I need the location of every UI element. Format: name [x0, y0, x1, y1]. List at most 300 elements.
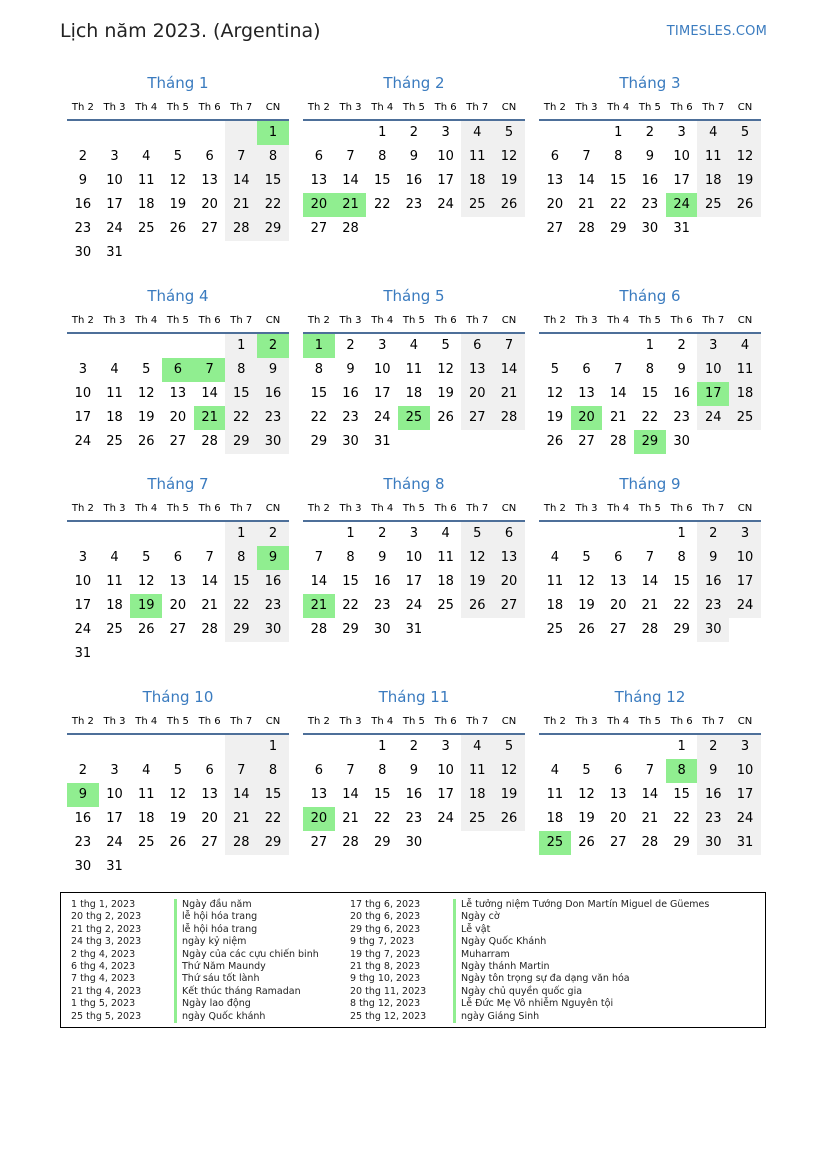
day-cell[interactable]: 3: [110, 149, 119, 164]
day-cell[interactable]: 17: [373, 386, 391, 401]
day-cell[interactable]: 28: [342, 835, 359, 850]
day-cell[interactable]: 24: [74, 622, 92, 637]
day-cell[interactable]: 19: [578, 598, 595, 613]
day-cell[interactable]: 16: [74, 197, 92, 212]
day-cell[interactable]: 8: [666, 759, 698, 783]
day-cell[interactable]: 18: [405, 386, 423, 401]
day-cell[interactable]: 19: [169, 197, 187, 212]
day-cell[interactable]: 22: [373, 197, 391, 212]
day-cell[interactable]: 12: [493, 759, 525, 783]
day-cell[interactable]: 25: [437, 598, 454, 613]
day-cell[interactable]: 28: [225, 217, 257, 241]
day-cell[interactable]: 19: [493, 783, 525, 807]
day-cell[interactable]: 28: [342, 221, 359, 236]
day-cell[interactable]: 7: [225, 145, 257, 169]
day-cell[interactable]: 30: [74, 859, 92, 874]
day-cell[interactable]: 22: [310, 410, 328, 425]
day-cell[interactable]: 6: [314, 763, 323, 778]
day-cell[interactable]: 2: [346, 338, 355, 353]
day-cell[interactable]: 21: [641, 811, 659, 826]
day-cell[interactable]: 23: [373, 598, 391, 613]
day-cell[interactable]: 14: [493, 358, 525, 382]
day-cell[interactable]: 31: [729, 831, 761, 855]
day-cell[interactable]: 11: [137, 173, 155, 188]
day-cell[interactable]: 24: [729, 594, 761, 618]
day-cell[interactable]: 4: [409, 338, 419, 353]
day-cell[interactable]: 10: [673, 149, 690, 164]
day-cell[interactable]: 2: [78, 763, 87, 778]
day-cell[interactable]: 28: [225, 831, 257, 855]
day-cell[interactable]: 22: [641, 410, 659, 425]
day-cell[interactable]: 11: [546, 574, 564, 589]
day-cell[interactable]: 19: [437, 386, 454, 401]
day-cell[interactable]: 6: [582, 362, 591, 377]
day-cell[interactable]: 4: [461, 735, 493, 759]
day-cell[interactable]: 14: [225, 169, 257, 193]
day-cell[interactable]: 25: [461, 193, 493, 217]
day-cell[interactable]: 28: [609, 434, 627, 449]
day-cell[interactable]: 13: [310, 173, 328, 188]
day-cell[interactable]: 5: [582, 763, 591, 778]
day-cell[interactable]: 23: [74, 835, 92, 850]
day-cell[interactable]: 8: [257, 759, 289, 783]
day-cell[interactable]: 30: [641, 221, 659, 236]
day-cell[interactable]: 22: [225, 406, 257, 430]
day-cell[interactable]: 16: [257, 570, 289, 594]
day-cell[interactable]: 18: [106, 410, 123, 425]
day-cell[interactable]: 29: [225, 618, 257, 642]
day-cell[interactable]: 6: [614, 550, 623, 565]
day-cell[interactable]: 17: [106, 811, 123, 826]
day-cell[interactable]: 1: [378, 125, 387, 140]
day-cell[interactable]: 22: [673, 811, 690, 826]
day-cell[interactable]: 5: [582, 550, 591, 565]
day-cell[interactable]: 9: [346, 362, 355, 377]
day-cell[interactable]: 10: [697, 358, 729, 382]
day-cell[interactable]: 8: [645, 362, 655, 377]
day-cell[interactable]: 20: [609, 811, 627, 826]
day-cell[interactable]: 9: [257, 546, 289, 570]
day-cell[interactable]: 28: [201, 434, 218, 449]
day-cell[interactable]: 21: [493, 382, 525, 406]
day-cell[interactable]: 22: [373, 811, 391, 826]
day-cell[interactable]: 28: [201, 622, 218, 637]
day-cell[interactable]: 12: [461, 546, 493, 570]
day-cell[interactable]: 23: [697, 594, 729, 618]
day-cell[interactable]: 4: [441, 526, 450, 541]
day-cell[interactable]: 24: [373, 410, 391, 425]
day-cell[interactable]: 27: [310, 221, 328, 236]
day-cell[interactable]: 27: [310, 835, 328, 850]
day-cell[interactable]: 20: [546, 197, 564, 212]
day-cell[interactable]: 12: [169, 787, 187, 802]
day-cell[interactable]: 1: [346, 526, 355, 541]
day-cell[interactable]: 2: [697, 735, 729, 759]
day-cell[interactable]: 10: [437, 149, 454, 164]
day-cell[interactable]: 1: [645, 338, 655, 353]
day-cell[interactable]: 6: [162, 358, 194, 382]
day-cell[interactable]: 3: [677, 125, 686, 140]
day-cell[interactable]: 20: [169, 598, 187, 613]
day-cell[interactable]: 18: [546, 598, 564, 613]
day-cell[interactable]: 4: [110, 550, 119, 565]
day-cell[interactable]: 13: [609, 787, 627, 802]
day-cell[interactable]: 19: [493, 169, 525, 193]
day-cell[interactable]: 15: [641, 386, 659, 401]
day-cell[interactable]: 9: [378, 550, 387, 565]
day-cell[interactable]: 13: [201, 787, 218, 802]
day-cell[interactable]: 13: [546, 173, 564, 188]
day-cell[interactable]: 23: [342, 410, 359, 425]
day-cell[interactable]: 10: [729, 546, 761, 570]
day-cell[interactable]: 4: [461, 121, 493, 145]
day-cell[interactable]: 28: [310, 622, 328, 637]
day-cell[interactable]: 30: [405, 835, 423, 850]
day-cell[interactable]: 1: [303, 334, 335, 358]
day-cell[interactable]: 28: [641, 622, 659, 637]
day-cell[interactable]: 8: [257, 145, 289, 169]
day-cell[interactable]: 26: [169, 835, 187, 850]
day-cell[interactable]: 23: [697, 807, 729, 831]
day-cell[interactable]: 9: [257, 358, 289, 382]
day-cell[interactable]: 4: [697, 121, 729, 145]
day-cell[interactable]: 30: [342, 434, 359, 449]
day-cell[interactable]: 9: [409, 149, 419, 164]
day-cell[interactable]: 12: [137, 386, 155, 401]
day-cell[interactable]: 22: [342, 598, 359, 613]
day-cell[interactable]: 23: [257, 406, 289, 430]
day-cell[interactable]: 11: [137, 787, 155, 802]
day-cell[interactable]: 27: [493, 594, 525, 618]
day-cell[interactable]: 26: [461, 594, 493, 618]
day-cell[interactable]: 16: [697, 783, 729, 807]
day-cell[interactable]: 30: [74, 245, 92, 260]
day-cell[interactable]: 3: [729, 735, 761, 759]
day-cell[interactable]: 8: [378, 763, 387, 778]
day-cell[interactable]: 22: [673, 598, 690, 613]
day-cell[interactable]: 1: [225, 522, 257, 546]
day-cell[interactable]: 26: [546, 434, 564, 449]
day-cell[interactable]: 8: [378, 149, 387, 164]
day-cell[interactable]: 12: [578, 787, 595, 802]
day-cell[interactable]: 28: [578, 221, 595, 236]
day-cell[interactable]: 6: [314, 149, 323, 164]
day-cell[interactable]: 25: [398, 406, 430, 430]
day-cell[interactable]: 22: [257, 193, 289, 217]
day-cell[interactable]: 15: [342, 574, 359, 589]
day-cell[interactable]: 30: [257, 430, 289, 454]
day-cell[interactable]: 25: [106, 434, 123, 449]
day-cell[interactable]: 23: [641, 197, 659, 212]
day-cell[interactable]: 4: [110, 362, 119, 377]
day-cell[interactable]: 2: [78, 149, 87, 164]
day-cell[interactable]: 5: [729, 121, 761, 145]
day-cell[interactable]: 17: [437, 173, 454, 188]
day-cell[interactable]: 12: [578, 574, 595, 589]
day-cell[interactable]: 16: [342, 386, 359, 401]
day-cell[interactable]: 18: [546, 811, 564, 826]
day-cell[interactable]: 26: [578, 622, 595, 637]
day-cell[interactable]: 24: [666, 193, 698, 217]
day-cell[interactable]: 14: [342, 787, 359, 802]
day-cell[interactable]: 3: [110, 763, 119, 778]
day-cell[interactable]: 17: [729, 783, 761, 807]
day-cell[interactable]: 29: [373, 835, 391, 850]
day-cell[interactable]: 16: [74, 811, 92, 826]
day-cell[interactable]: 6: [205, 763, 214, 778]
day-cell[interactable]: 30: [257, 618, 289, 642]
day-cell[interactable]: 25: [106, 622, 123, 637]
day-cell[interactable]: 23: [74, 221, 92, 236]
day-cell[interactable]: 23: [673, 410, 690, 425]
day-cell[interactable]: 4: [729, 334, 761, 358]
day-cell[interactable]: 1: [257, 735, 289, 759]
day-cell[interactable]: 21: [225, 807, 257, 831]
day-cell[interactable]: 31: [373, 434, 391, 449]
day-cell[interactable]: 18: [697, 169, 729, 193]
day-cell[interactable]: 12: [729, 145, 761, 169]
day-cell[interactable]: 16: [673, 386, 690, 401]
day-cell[interactable]: 21: [201, 598, 218, 613]
day-cell[interactable]: 27: [546, 221, 564, 236]
day-cell[interactable]: 10: [405, 550, 423, 565]
day-cell[interactable]: 13: [493, 546, 525, 570]
day-cell[interactable]: 30: [673, 434, 690, 449]
day-cell[interactable]: 10: [373, 362, 391, 377]
day-cell[interactable]: 10: [74, 386, 92, 401]
day-cell[interactable]: 29: [257, 217, 289, 241]
day-cell[interactable]: 14: [578, 173, 595, 188]
day-cell[interactable]: 6: [205, 149, 214, 164]
day-cell[interactable]: 27: [609, 622, 627, 637]
day-cell[interactable]: 7: [493, 334, 525, 358]
day-cell[interactable]: 14: [609, 386, 627, 401]
day-cell[interactable]: 29: [634, 430, 666, 454]
day-cell[interactable]: 4: [550, 763, 559, 778]
day-cell[interactable]: 24: [106, 835, 123, 850]
day-cell[interactable]: 1: [614, 125, 623, 140]
day-cell[interactable]: 5: [441, 338, 450, 353]
day-cell[interactable]: 4: [142, 763, 151, 778]
day-cell[interactable]: 27: [201, 221, 218, 236]
day-cell[interactable]: 15: [257, 783, 289, 807]
day-cell[interactable]: 25: [539, 831, 571, 855]
day-cell[interactable]: 30: [697, 618, 729, 642]
day-cell[interactable]: 20: [169, 410, 187, 425]
day-cell[interactable]: 24: [405, 598, 423, 613]
day-cell[interactable]: 5: [142, 550, 151, 565]
day-cell[interactable]: 5: [173, 763, 183, 778]
day-cell[interactable]: 4: [142, 149, 151, 164]
day-cell[interactable]: 21: [609, 410, 627, 425]
day-cell[interactable]: 10: [437, 763, 454, 778]
day-cell[interactable]: 3: [378, 338, 387, 353]
day-cell[interactable]: 15: [225, 382, 257, 406]
day-cell[interactable]: 10: [74, 574, 92, 589]
day-cell[interactable]: 22: [225, 594, 257, 618]
day-cell[interactable]: 2: [697, 522, 729, 546]
day-cell[interactable]: 26: [578, 835, 595, 850]
day-cell[interactable]: 23: [257, 594, 289, 618]
day-cell[interactable]: 27: [609, 835, 627, 850]
day-cell[interactable]: 22: [257, 807, 289, 831]
day-cell[interactable]: 18: [137, 197, 155, 212]
day-cell[interactable]: 7: [582, 149, 591, 164]
day-cell[interactable]: 31: [673, 221, 690, 236]
day-cell[interactable]: 14: [201, 386, 218, 401]
day-cell[interactable]: 10: [106, 173, 123, 188]
day-cell[interactable]: 3: [78, 550, 87, 565]
day-cell[interactable]: 14: [641, 574, 659, 589]
day-cell[interactable]: 12: [437, 362, 454, 377]
day-cell[interactable]: 20: [303, 193, 335, 217]
day-cell[interactable]: 24: [437, 197, 454, 212]
day-cell[interactable]: 22: [609, 197, 627, 212]
day-cell[interactable]: 13: [169, 574, 187, 589]
day-cell[interactable]: 7: [645, 550, 655, 565]
day-cell[interactable]: 12: [169, 173, 187, 188]
day-cell[interactable]: 23: [405, 197, 423, 212]
day-cell[interactable]: 4: [550, 550, 559, 565]
day-cell[interactable]: 1: [257, 121, 289, 145]
day-cell[interactable]: 25: [697, 193, 729, 217]
day-cell[interactable]: 2: [409, 739, 419, 754]
day-cell[interactable]: 17: [405, 574, 423, 589]
day-cell[interactable]: 15: [673, 574, 690, 589]
day-cell[interactable]: 21: [194, 406, 226, 430]
day-cell[interactable]: 8: [314, 362, 323, 377]
day-cell[interactable]: 2: [645, 125, 655, 140]
day-cell[interactable]: 11: [461, 759, 493, 783]
day-cell[interactable]: 12: [137, 574, 155, 589]
day-cell[interactable]: 31: [405, 622, 423, 637]
day-cell[interactable]: 27: [461, 406, 493, 430]
day-cell[interactable]: 2: [257, 334, 289, 358]
day-cell[interactable]: 24: [106, 221, 123, 236]
day-cell[interactable]: 18: [437, 574, 454, 589]
day-cell[interactable]: 17: [106, 197, 123, 212]
day-cell[interactable]: 25: [546, 622, 564, 637]
day-cell[interactable]: 26: [493, 807, 525, 831]
day-cell[interactable]: 8: [225, 546, 257, 570]
day-cell[interactable]: 27: [169, 622, 187, 637]
day-cell[interactable]: 9: [78, 173, 87, 188]
day-cell[interactable]: 2: [378, 526, 387, 541]
day-cell[interactable]: 9: [677, 362, 686, 377]
day-cell[interactable]: 21: [578, 197, 595, 212]
day-cell[interactable]: 28: [493, 406, 525, 430]
day-cell[interactable]: 14: [641, 787, 659, 802]
day-cell[interactable]: 3: [729, 522, 761, 546]
day-cell[interactable]: 9: [409, 763, 419, 778]
day-cell[interactable]: 27: [201, 835, 218, 850]
day-cell[interactable]: 15: [257, 169, 289, 193]
day-cell[interactable]: 11: [546, 787, 564, 802]
day-cell[interactable]: 6: [173, 550, 183, 565]
day-cell[interactable]: 9: [697, 759, 729, 783]
day-cell[interactable]: 26: [493, 193, 525, 217]
day-cell[interactable]: 29: [225, 430, 257, 454]
brand-link[interactable]: TIMESLES.COM: [666, 24, 767, 39]
day-cell[interactable]: 16: [257, 382, 289, 406]
day-cell[interactable]: 8: [225, 358, 257, 382]
day-cell[interactable]: 11: [461, 145, 493, 169]
day-cell[interactable]: 5: [173, 149, 183, 164]
day-cell[interactable]: 25: [729, 406, 761, 430]
day-cell[interactable]: 29: [310, 434, 328, 449]
day-cell[interactable]: 6: [461, 334, 493, 358]
day-cell[interactable]: 16: [641, 173, 659, 188]
day-cell[interactable]: 1: [677, 739, 686, 754]
day-cell[interactable]: 15: [225, 570, 257, 594]
day-cell[interactable]: 7: [225, 759, 257, 783]
day-cell[interactable]: 20: [493, 570, 525, 594]
day-cell[interactable]: 17: [437, 787, 454, 802]
day-cell[interactable]: 3: [441, 125, 450, 140]
day-cell[interactable]: 21: [335, 193, 367, 217]
day-cell[interactable]: 6: [550, 149, 559, 164]
day-cell[interactable]: 19: [729, 169, 761, 193]
day-cell[interactable]: 9: [697, 546, 729, 570]
day-cell[interactable]: 20: [201, 811, 218, 826]
day-cell[interactable]: 16: [373, 574, 391, 589]
day-cell[interactable]: 26: [729, 193, 761, 217]
day-cell[interactable]: 5: [493, 735, 525, 759]
day-cell[interactable]: 16: [697, 570, 729, 594]
day-cell[interactable]: 24: [729, 807, 761, 831]
day-cell[interactable]: 28: [641, 835, 659, 850]
day-cell[interactable]: 10: [729, 759, 761, 783]
day-cell[interactable]: 6: [614, 763, 623, 778]
day-cell[interactable]: 1: [677, 526, 686, 541]
day-cell[interactable]: 30: [373, 622, 391, 637]
day-cell[interactable]: 29: [673, 835, 690, 850]
day-cell[interactable]: 19: [169, 811, 187, 826]
day-cell[interactable]: 19: [461, 570, 493, 594]
day-cell[interactable]: 2: [677, 338, 686, 353]
day-cell[interactable]: 29: [609, 221, 627, 236]
day-cell[interactable]: 31: [106, 859, 123, 874]
day-cell[interactable]: 19: [137, 410, 155, 425]
day-cell[interactable]: 5: [493, 121, 525, 145]
day-cell[interactable]: 24: [437, 811, 454, 826]
day-cell[interactable]: 5: [142, 362, 151, 377]
day-cell[interactable]: 7: [205, 550, 214, 565]
day-cell[interactable]: 26: [137, 434, 155, 449]
day-cell[interactable]: 23: [405, 811, 423, 826]
day-cell[interactable]: 16: [405, 787, 423, 802]
day-cell[interactable]: 21: [342, 811, 359, 826]
day-cell[interactable]: 8: [677, 550, 686, 565]
day-cell[interactable]: 21: [641, 598, 659, 613]
day-cell[interactable]: 7: [614, 362, 623, 377]
day-cell[interactable]: 11: [405, 362, 423, 377]
day-cell[interactable]: 18: [137, 811, 155, 826]
day-cell[interactable]: 6: [493, 522, 525, 546]
day-cell[interactable]: 20: [609, 598, 627, 613]
day-cell[interactable]: 7: [194, 358, 226, 382]
day-cell[interactable]: 21: [303, 594, 335, 618]
day-cell[interactable]: 17: [673, 173, 690, 188]
day-cell[interactable]: 13: [578, 386, 595, 401]
day-cell[interactable]: 21: [225, 193, 257, 217]
day-cell[interactable]: 17: [74, 598, 92, 613]
day-cell[interactable]: 29: [673, 622, 690, 637]
day-cell[interactable]: 27: [169, 434, 187, 449]
day-cell[interactable]: 13: [169, 386, 187, 401]
day-cell[interactable]: 11: [437, 550, 454, 565]
day-cell[interactable]: 3: [441, 739, 450, 754]
